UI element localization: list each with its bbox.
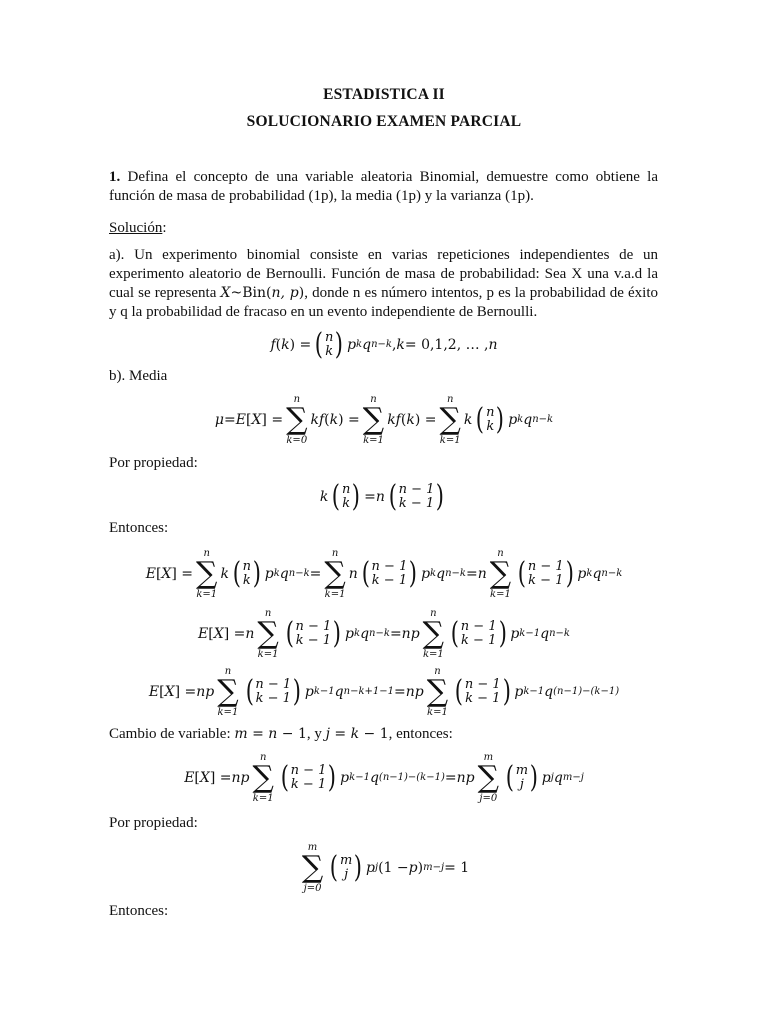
expectation-step-2: E [ X ] = n n ∑ k=1 ( n − 1 k − 1 ) p k q n−k = np n ∑ k=1 ( n − 1 k − 1 ) p k−1 q n−k <box>198 608 570 660</box>
question-text: Defina el concepto de una variable aleatoria Binomial, demuestre como obtiene la función de masa de probabilidad (1p), la media (1p) y la varianza (1p). <box>109 169 658 204</box>
property-equation-2: m ∑ j=0 ( m j ) p j (1 − p ) m−j = 1 <box>301 842 470 894</box>
document-subtitle: SOLUCIONARIO EXAMEN PARCIAL <box>246 113 522 130</box>
pmf-equation: f ( k ) = ( n k ) p k q n−k , k = 0,1,2, … , n <box>270 327 498 362</box>
property-label-2: Por propiedad: <box>109 815 198 831</box>
part-a-text: a). Un experimento binomial consiste en varias repeticiones independientes de un experimento aleatorio de Bernoulli. Función de masa de probabilidad: Sea X una v.a.d la cual se representa <box>109 247 658 301</box>
then-label-2: Entonces: <box>109 903 169 919</box>
expectation-step-1: E [ X ] = n ∑ k=1 k ( n k ) p k q n−k = n ∑ k=1 n ( n − 1 k − 1 ) p k q n−k = n n ∑ k=1 ( n − 1 k − 1 ) p k q n−k <box>145 548 623 600</box>
part-a-text-end: , donde n es número intentos, p es la probabilidad de éxito y q la probabilidad de fracaso en un evento independiente de Bernoulli. <box>109 285 659 320</box>
expectation-step-4: E [ X ] = np n ∑ k=1 ( n − 1 k − 1 ) p k−1 q (n−1)−(k−1) = np m ∑ j=0 ( m j ) p j q m−j <box>184 752 584 804</box>
part-b-heading: b). Media <box>109 368 168 384</box>
property-equation-1: k ( n k ) = n ( n − 1 k − 1 ) <box>319 479 445 514</box>
question-number: 1. <box>109 169 121 185</box>
solution-label: Solución <box>109 220 163 236</box>
binomial-notation: X~Bin(n, p) <box>220 285 305 301</box>
solution-heading: Solución: <box>109 220 167 236</box>
expectation-step-3: E [ X ] = np n ∑ k=1 ( n − 1 k − 1 ) p k−1 q n−k+1−1 = np n ∑ k=1 ( n − 1 k − 1 ) p k−1 q (n−1)−(k−1) <box>148 666 620 718</box>
then-label-1: Entonces: <box>109 520 169 536</box>
question-1 <box>109 168 658 206</box>
mean-equation: μ = E [ X ] = n ∑ k=0 kf ( k ) = n ∑ k=1 kf ( k ) = n ∑ k=1 k ( n k ) p k q n−k <box>214 394 554 446</box>
course-title: ESTADISTICA II <box>323 86 445 103</box>
part-a-paragraph <box>109 246 658 322</box>
change-of-variable-line: Cambio de variable: m = n − 1, y j = k − 1, entonces: <box>109 726 453 742</box>
property-label-1: Por propiedad: <box>109 455 198 471</box>
